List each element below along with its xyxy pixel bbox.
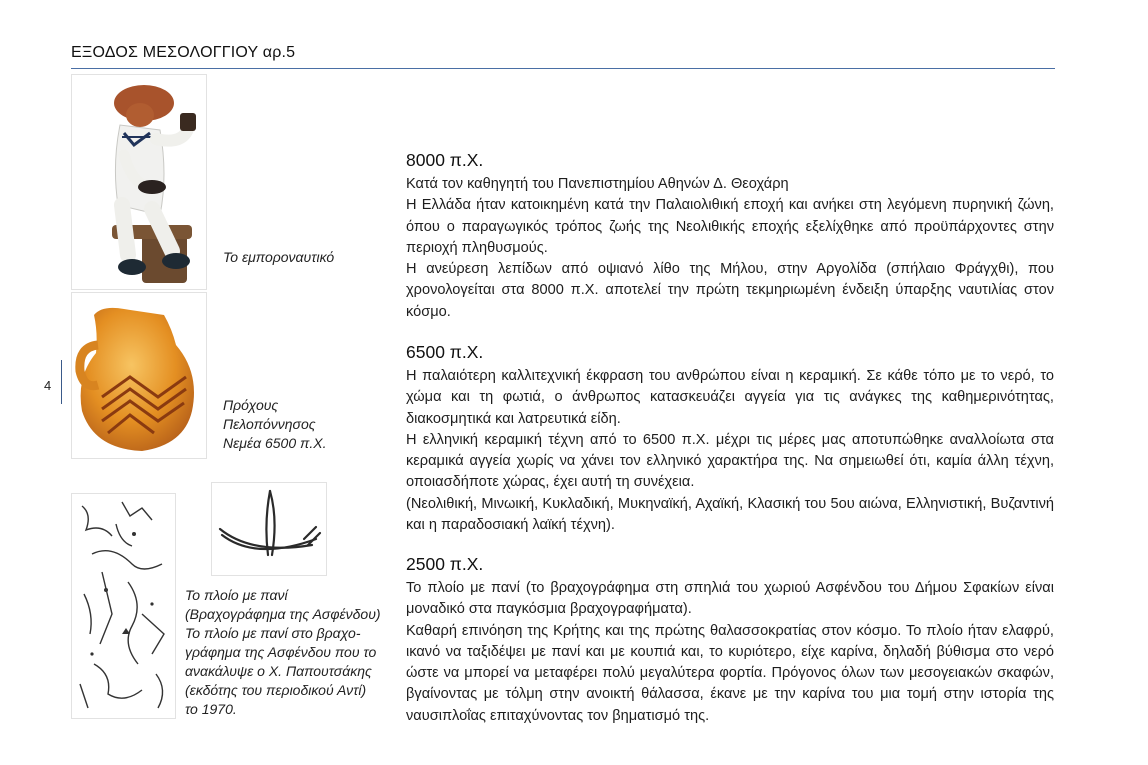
caption-line: Πρόχους bbox=[223, 397, 279, 413]
ceramic-jug-icon bbox=[71, 292, 207, 459]
caption-line: (εκδότης του περιοδικού Αντί) bbox=[185, 682, 367, 698]
header-divider bbox=[71, 68, 1055, 69]
rock-carving-icon bbox=[71, 493, 176, 719]
page-number-divider bbox=[61, 360, 62, 404]
section-8000bc bbox=[406, 148, 1054, 323]
section-2500bc bbox=[406, 552, 1054, 727]
section-paragraph: Κατά τον καθηγητή του Πανεπιστημίου Αθηνών Δ. Θεοχάρη bbox=[406, 176, 789, 192]
caption-line: Το πλοίο με πανί bbox=[185, 587, 288, 603]
caption-line: Νεμέα 6500 π.Χ. bbox=[223, 435, 327, 451]
page-number: 4 bbox=[44, 378, 52, 393]
section-year: 2500 π.Χ. bbox=[406, 554, 484, 574]
figure-caption-boat bbox=[185, 586, 381, 719]
section-paragraph: Η παλαιότερη καλλιτεχνική έκφραση του ανθρώπου είναι η κεραμική. Σε κάθε τόπο με το νερό, το χώμα και τη φωτιά, ο άνθρωπος κατασκευάζει αγγεία για τις ανάγκες της καθημερινότητας, διακοσμητικά και λατρευτικά είδη. bbox=[406, 368, 1054, 427]
figure-caption-jug bbox=[223, 396, 327, 453]
section-paragraph: Η Ελλάδα ήταν κατοικημένη κατά την Παλαιολιθική εποχή και ανήκει στη λεγόμενη πυρηνική ζώνη, όπου ο παραγωγικός τρόπος ζωής της Νεολιθικής εποχής εξελίχθηκε από προϋπάρχοντες στην περιοχή πληθυσμούς. bbox=[406, 197, 1054, 256]
caption-line: Το πλοίο με πανί στο βραχο- bbox=[185, 625, 361, 641]
caption-line: το 1970. bbox=[185, 701, 237, 717]
boat-sketch-icon bbox=[211, 482, 327, 576]
section-6500bc bbox=[406, 340, 1054, 536]
caption-line: ανακάλυψε ο Χ. Παπουτσάκης bbox=[185, 663, 372, 679]
header-title: ΕΞΟΔΟΣ ΜΕΣΟΛΟΓΓΙΟΥ αρ.5 bbox=[71, 44, 296, 61]
section-year: 8000 π.Χ. bbox=[406, 150, 484, 170]
caption-line: Το εμποροναυτικό bbox=[223, 249, 335, 265]
section-paragraph: Το πλοίο με πανί (το βραχογράφημα στη σπηλιά του χωριού Ασφένδου του Δήμου Σφακίων είναι μοναδικό στα παγκόσμια βραχογραφήματα). bbox=[406, 580, 1054, 618]
section-paragraph: Καθαρή επινόηση της Κρήτης και της πρώτης θαλασσοκρατίας στον κόσμο. Το πλοίο ήταν ελαφρύ, ικανό να ταξιδέψει με πανί και με κουπιά και, το κυριότερο, είχε καρίνα, δηλαδή βύθισμα στο νερό ώστε να μπορεί να μεταφέρει πολύ μεγαλύτερα φορτία. Πρόγονος όλων των μεσογειακών σκαφών, βγαίνοντας με τόλμη στην ανοικτή θάλασσα, έκανε με την καρίνα του μια τομή στην ιστορία της ναυσιπλοΐας επιταχύνοντας τον βηματισμό της. bbox=[406, 622, 1054, 724]
caption-line: γράφημα της Ασφένδου που το bbox=[185, 644, 377, 660]
section-paragraph: Η ανεύρεση λεπίδων από οψιανό λίθο της Μήλου, στην Αργολίδα (σπήλαιο Φράγχθι), που χρονολογείται στα 8000 π.Χ. αποτελεί την πρώτη τεκμηριωμένη ένδειξη ύπαρξης ναυτιλίας στον κόσμο. bbox=[406, 261, 1054, 320]
figure-caption-figurine bbox=[223, 248, 334, 267]
caption-line: (Βραχογράφημα της Ασφένδου) bbox=[185, 606, 381, 622]
caption-line: Πελοπόννησος bbox=[223, 416, 316, 432]
section-paragraph: (Νεολιθική, Μινωική, Κυκλαδική, Μυκηναϊκή, Αχαϊκή, Κλασική του 5ου αιώνα, Ελληνιστική, Βυζαντινή και η παραδοσιακή λαϊκή τέχνη). bbox=[406, 495, 1054, 534]
section-year: 6500 π.Χ. bbox=[406, 342, 484, 362]
sailor-figurine-icon bbox=[71, 74, 207, 290]
section-paragraph: Η ελληνική κεραμική τέχνη από το 6500 π.Χ. μέχρι τις μέρες μας αποτυπώθηκε αναλλοίωτα στα κεραμικά αγγεία χωρίς να χάνει τον ελληνικό χαρακτήρα της. Να σημειωθεί ότι, καμία άλλη τέχνη, οποιασδήποτε χώρας, έχει αυτή τη συνέχεια. bbox=[406, 431, 1054, 491]
